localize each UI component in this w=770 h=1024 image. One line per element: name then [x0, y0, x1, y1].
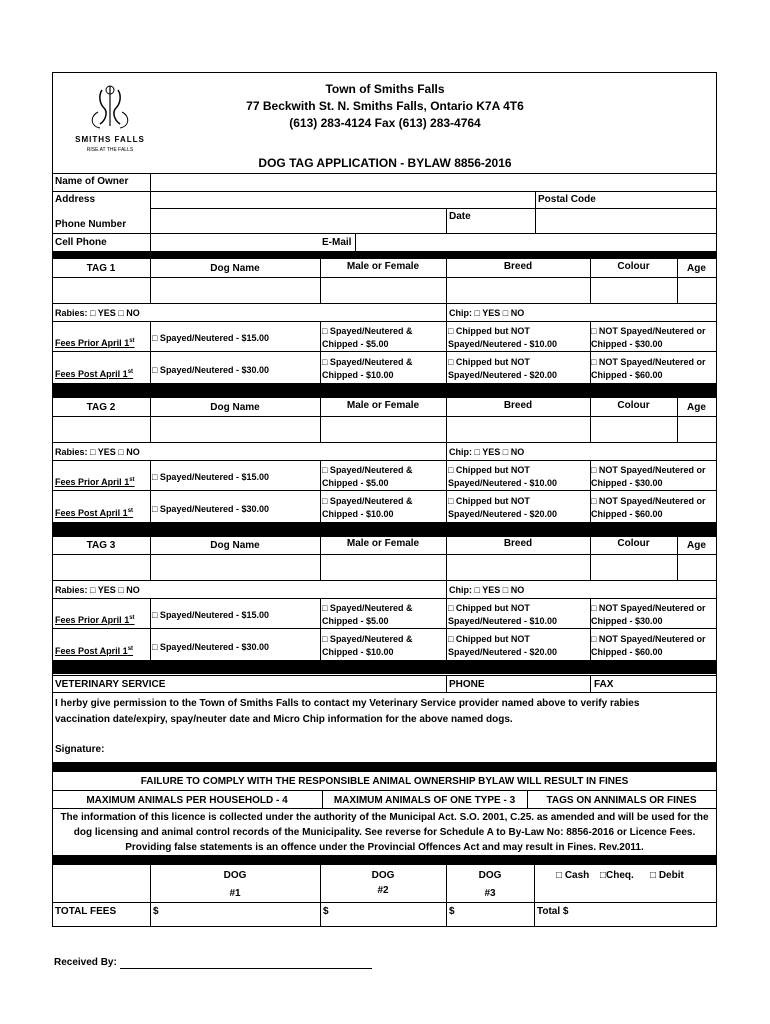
fees-post-text: Fees Post April 1	[55, 369, 128, 379]
owner-address-label: Address	[55, 194, 96, 205]
tag3-fees-post-label	[55, 645, 133, 657]
tag1-prior-spayed-chipped-price: Chipped - $5.00	[322, 339, 389, 349]
header-org: Town of Smiths Falls	[325, 82, 445, 96]
tag2-label: TAG 2	[86, 402, 116, 413]
tag2-prior-chipped-option: □ Chipped but NOT	[448, 465, 530, 475]
fees-post-text: Fees Post April 1	[55, 508, 128, 518]
section-separator	[52, 522, 717, 537]
fees-prior-text: Fees Prior April 1	[55, 615, 130, 625]
max-one-type: MAXIMUM ANIMALS OF ONE TYPE - 3	[333, 795, 516, 806]
tag2-age-header: Age	[687, 402, 706, 413]
tag3-prior-not-spayed-option: □ NOT Spayed/Neutered or	[591, 603, 706, 613]
fees-post-text: Fees Post April 1	[55, 646, 128, 656]
tag3-prior-chipped-option: □ Chipped but NOT	[448, 603, 530, 613]
tag1-fees-post-label	[55, 368, 133, 380]
owner-name-label: Name of Owner	[55, 176, 129, 187]
tag3-post-chipped-price: Spayed/Neutered - $20.00	[448, 647, 558, 657]
header-address: 77 Beckwith St. N. Smiths Falls, Ontario K7A 4T6	[246, 99, 524, 113]
dog3-fee-dollar: $	[449, 906, 455, 917]
tag2-prior-not-spayed-option: □ NOT Spayed/Neutered or	[591, 465, 706, 475]
ordinal-suffix: st	[127, 369, 134, 375]
vet-permission-text: I herby give permission to the Town of Smiths Falls to contact my Veterinary Service provider named above to verify rabies vaccination date/expiry, spay/neuter date and Micro Chip information for the above named dogs.	[55, 698, 640, 725]
tag2-fees-prior-label	[55, 476, 135, 488]
tag2-post-chipped-price: Spayed/Neutered - $20.00	[448, 509, 558, 519]
tag1-post-not-spayed-price: Chipped - $60.00	[591, 370, 663, 380]
dog1-fee-dollar: $	[153, 906, 159, 917]
tag2-prior-spayed-chipped-option: □ Spayed/Neutered &	[322, 465, 413, 475]
vet-service-label: VETERINARY SERVICE	[55, 679, 166, 690]
received-by-label: Received By:	[54, 957, 117, 968]
fees-prior-text: Fees Prior April 1	[55, 477, 130, 487]
tag1-sex-header: Male or Female	[346, 261, 420, 272]
tag1-post-spayed-chipped-option: □ Spayed/Neutered &	[322, 357, 413, 367]
tag3-sex-header: Male or Female	[346, 538, 420, 549]
tag2-post-spayed-chipped-option: □ Spayed/Neutered &	[322, 496, 413, 506]
dog3-number: #3	[484, 888, 496, 899]
cell-phone-label: Cell Phone	[55, 237, 107, 248]
logo-text: SMITHS FALLS	[75, 135, 145, 144]
tag2-post-spayed-option: □ Spayed/Neutered - $30.00	[152, 504, 269, 514]
header-phone: (613) 283-4124 Fax (613) 283-4764	[289, 116, 481, 130]
vet-fax-label: FAX	[594, 679, 614, 690]
fines-warning: FAILURE TO COMPLY WITH THE RESPONSIBLE ANIMAL OWNERSHIP BYLAW WILL RESULT IN FINES	[140, 776, 629, 787]
tag3-prior-chipped-price: Spayed/Neutered - $10.00	[448, 616, 558, 626]
tag3-chip-checkboxes: Chip: □ YES □ NO	[449, 585, 525, 595]
tag3-prior-spayed-option: □ Spayed/Neutered - $15.00	[152, 610, 269, 620]
tag3-dog-name-header: Dog Name	[210, 540, 260, 551]
debit-checkbox[interactable]: □ Debit	[650, 870, 684, 881]
tag1-fees-prior-label	[55, 337, 135, 349]
tag3-post-spayed-option: □ Spayed/Neutered - $30.00	[152, 642, 269, 652]
logo-mark-icon	[60, 82, 160, 132]
tag2-prior-not-spayed-price: Chipped - $30.00	[591, 478, 663, 488]
tag3-colour-header: Colour	[617, 538, 650, 549]
tag2-prior-spayed-chipped-price: Chipped - $5.00	[322, 478, 389, 488]
tag2-post-not-spayed-price: Chipped - $60.00	[591, 509, 663, 519]
tag3-post-not-spayed-option: □ NOT Spayed/Neutered or	[591, 634, 706, 644]
section-separator	[52, 383, 717, 398]
tag2-post-chipped-option: □ Chipped but NOT	[448, 496, 530, 506]
tag1-post-spayed-chipped-price: Chipped - $10.00	[322, 370, 394, 380]
vet-phone-label: PHONE	[449, 679, 485, 690]
tag1-post-not-spayed-option: □ NOT Spayed/Neutered or	[591, 357, 706, 367]
tag3-post-spayed-chipped-option: □ Spayed/Neutered &	[322, 634, 413, 644]
postal-code-label: Postal Code	[538, 194, 596, 205]
tag1-chip-checkboxes: Chip: □ YES □ NO	[449, 308, 525, 318]
logo-tagline: RISE AT THE FALLS	[86, 147, 134, 153]
tag3-breed-header: Breed	[503, 538, 533, 549]
tag1-post-chipped-option: □ Chipped but NOT	[448, 357, 530, 367]
dog3-label: DOG	[478, 870, 502, 881]
email-label: E-Mail	[322, 237, 352, 248]
tag2-breed-header: Breed	[503, 400, 533, 411]
tag2-rabies-checkboxes: Rabies: □ YES □ NO	[55, 447, 140, 457]
tag1-rabies-checkboxes: Rabies: □ YES □ NO	[55, 308, 140, 318]
tag1-prior-chipped-option: □ Chipped but NOT	[448, 326, 530, 336]
tag1-post-chipped-price: Spayed/Neutered - $20.00	[448, 370, 558, 380]
tag2-dog-name-header: Dog Name	[210, 402, 260, 413]
tag2-post-not-spayed-option: □ NOT Spayed/Neutered or	[591, 496, 706, 506]
dog1-number: #1	[229, 888, 241, 899]
town-logo	[60, 82, 160, 162]
ordinal-suffix: st	[129, 615, 135, 621]
date-label: Date	[449, 211, 471, 222]
dog2-number: #2	[377, 885, 389, 896]
page-title: DOG TAG APPLICATION - BYLAW 8856-2016	[258, 156, 512, 170]
section-separator	[52, 660, 717, 674]
tag3-fees-prior-label	[55, 614, 135, 626]
ordinal-suffix: st	[127, 508, 134, 514]
tag1-age-header: Age	[687, 263, 706, 274]
ordinal-suffix: st	[129, 477, 135, 483]
tag1-prior-spayed-chipped-option: □ Spayed/Neutered &	[322, 326, 413, 336]
tag2-prior-chipped-price: Spayed/Neutered - $10.00	[448, 478, 558, 488]
phone-number-label: Phone Number	[55, 219, 127, 230]
tag3-label: TAG 3	[86, 540, 116, 551]
grand-total-label: Total $	[537, 906, 569, 917]
tag1-prior-not-spayed-option: □ NOT Spayed/Neutered or	[591, 326, 706, 336]
tag3-post-not-spayed-price: Chipped - $60.00	[591, 647, 663, 657]
cheque-checkbox[interactable]: □Cheq.	[600, 870, 634, 881]
tag1-post-spayed-option: □ Spayed/Neutered - $30.00	[152, 365, 269, 375]
tag3-prior-spayed-chipped-price: Chipped - $5.00	[322, 616, 389, 626]
received-by-line[interactable]	[120, 968, 372, 969]
tags-on-animals: TAGS ON ANNIMALS OR FINES	[546, 795, 697, 806]
tag1-colour-header: Colour	[617, 261, 650, 272]
tag1-prior-chipped-price: Spayed/Neutered - $10.00	[448, 339, 558, 349]
licence-info-text: The information of this licence is collected under the authority of the Municipal Act. S.O. 2001, C.25. as amended and will be used for the dog licensing and animal control records of the Municipality. See reverse for Schedule A to By-Law No: 8856-2016 or Licence Fees. Providing false statements is an offence under the Provincial Offences Act and may result in Fines. Rev.2011.	[60, 812, 709, 853]
tag1-prior-spayed-option: □ Spayed/Neutered - $15.00	[152, 333, 269, 343]
tag3-post-chipped-option: □ Chipped but NOT	[448, 634, 530, 644]
total-fees-label: TOTAL FEES	[55, 906, 117, 917]
fees-prior-text: Fees Prior April 1	[55, 338, 130, 348]
tag2-chip-checkboxes: Chip: □ YES □ NO	[449, 447, 525, 457]
signature-label: Signature:	[55, 744, 105, 755]
tag1-label: TAG 1	[86, 263, 116, 274]
dog1-label: DOG	[223, 870, 247, 881]
tag1-breed-header: Breed	[503, 261, 533, 272]
ordinal-suffix: st	[129, 338, 135, 344]
cash-checkbox[interactable]: □ Cash	[556, 870, 590, 881]
tag3-prior-not-spayed-price: Chipped - $30.00	[591, 616, 663, 626]
max-household: MAXIMUM ANIMALS PER HOUSEHOLD - 4	[86, 795, 288, 806]
tag2-prior-spayed-option: □ Spayed/Neutered - $15.00	[152, 472, 269, 482]
dog2-label: DOG	[371, 870, 395, 881]
tag1-dog-name-header: Dog Name	[210, 263, 260, 274]
tag2-sex-header: Male or Female	[346, 400, 420, 411]
tag1-prior-not-spayed-price: Chipped - $30.00	[591, 339, 663, 349]
tag3-prior-spayed-chipped-option: □ Spayed/Neutered &	[322, 603, 413, 613]
ordinal-suffix: st	[127, 646, 134, 652]
dog2-fee-dollar: $	[323, 906, 329, 917]
tag2-colour-header: Colour	[617, 400, 650, 411]
tag3-post-spayed-chipped-price: Chipped - $10.00	[322, 647, 394, 657]
tag2-fees-post-label	[55, 507, 133, 519]
tag3-rabies-checkboxes: Rabies: □ YES □ NO	[55, 585, 140, 595]
tag3-age-header: Age	[687, 540, 706, 551]
tag2-post-spayed-chipped-price: Chipped - $10.00	[322, 509, 394, 519]
